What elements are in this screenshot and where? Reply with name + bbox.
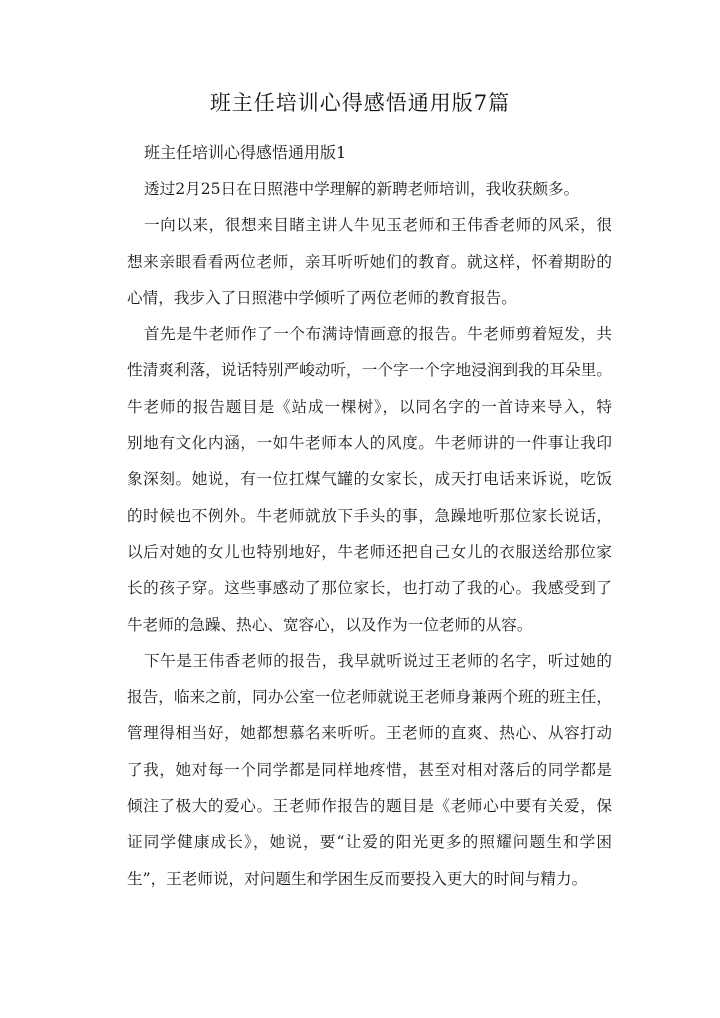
paragraph-line: 下午是王伟香老师的报告，我早就听说过王老师的名字，听过她的 xyxy=(144,651,612,670)
paragraph-line: 报告，临来之前，同办公室一位老师就说王老师身兼两个班的班主任， xyxy=(127,688,612,707)
paragraph-line: 以后对她的女儿也特别地好，牛老师还把自己女儿的衣服送给那位家 xyxy=(127,542,612,561)
paragraph xyxy=(110,316,612,643)
paragraph-line: 象深刻。她说，有一位扛煤气罐的女家长，成天打电话来诉说，吃饭 xyxy=(127,470,612,489)
paragraph-line: 牛老师的报告题目是《站成一棵树》，以同名字的一首诗来导入，特 xyxy=(127,397,612,416)
paragraph xyxy=(110,643,612,897)
paragraph-line: 管理得相当好，她都想慕名来听听。王老师的直爽、热心、从容打动 xyxy=(127,724,612,743)
section-subtitle: 班主任培训心得感悟通用版1 xyxy=(144,143,347,162)
paragraph-line: 牛老师的急躁、热心、宽容心，以及作为一位老师的从容。 xyxy=(127,615,533,634)
paragraph xyxy=(110,207,612,316)
paragraph-line: 倾注了极大的爱心。王老师作报告的题目是《老师心中要有关爱，保 xyxy=(127,797,612,816)
paragraph-line: 想来亲眼看看两位老师，亲耳听听她们的教育。就这样，怀着期盼的 xyxy=(127,252,612,271)
paragraph-line: 别地有文化内涵，一如牛老师本人的风度。牛老师讲的一件事让我印 xyxy=(127,434,612,453)
paragraph-line: 心情，我步入了日照港中学倾听了两位老师的教育报告。 xyxy=(127,288,517,307)
paragraph-line: 证同学健康成长》，她说，要“让爱的阳光更多的照耀问题生和学困 xyxy=(127,833,612,852)
paragraph-line: 了我，她对每一个同学都是同样地疼惜，甚至对相对落后的同学都是 xyxy=(127,760,612,779)
paragraph xyxy=(110,171,612,207)
paragraph-line: 透过2月25日在日照港中学理解的新聘老师培训，我收获颇多。 xyxy=(144,180,580,198)
paragraph-line: 长的孩子穿。这些事感动了那位家长，也打动了我的心。我感受到了 xyxy=(127,579,612,598)
paragraph-line: 首先是牛老师作了一个布满诗情画意的报告。牛老师剪着短发，共 xyxy=(144,325,612,344)
paragraph-line: 一向以来，很想来目睹主讲人牛见玉老师和王伟香老师的风采，很 xyxy=(144,216,612,235)
document-title: 班主任培训心得感悟通用版7篇 xyxy=(209,91,511,115)
document-body xyxy=(110,135,612,897)
paragraph-line: 生”，王老师说，对问题生和学困生反而要投入更大的时间与精力。 xyxy=(127,869,588,888)
paragraph-line: 性清爽利落，说话特别严峻动听，一个字一个字地浸润到我的耳朵里。 xyxy=(127,361,612,380)
paragraph-line: 的时候也不例外。牛老师就放下手头的事，急躁地听那位家长说话， xyxy=(127,506,612,525)
